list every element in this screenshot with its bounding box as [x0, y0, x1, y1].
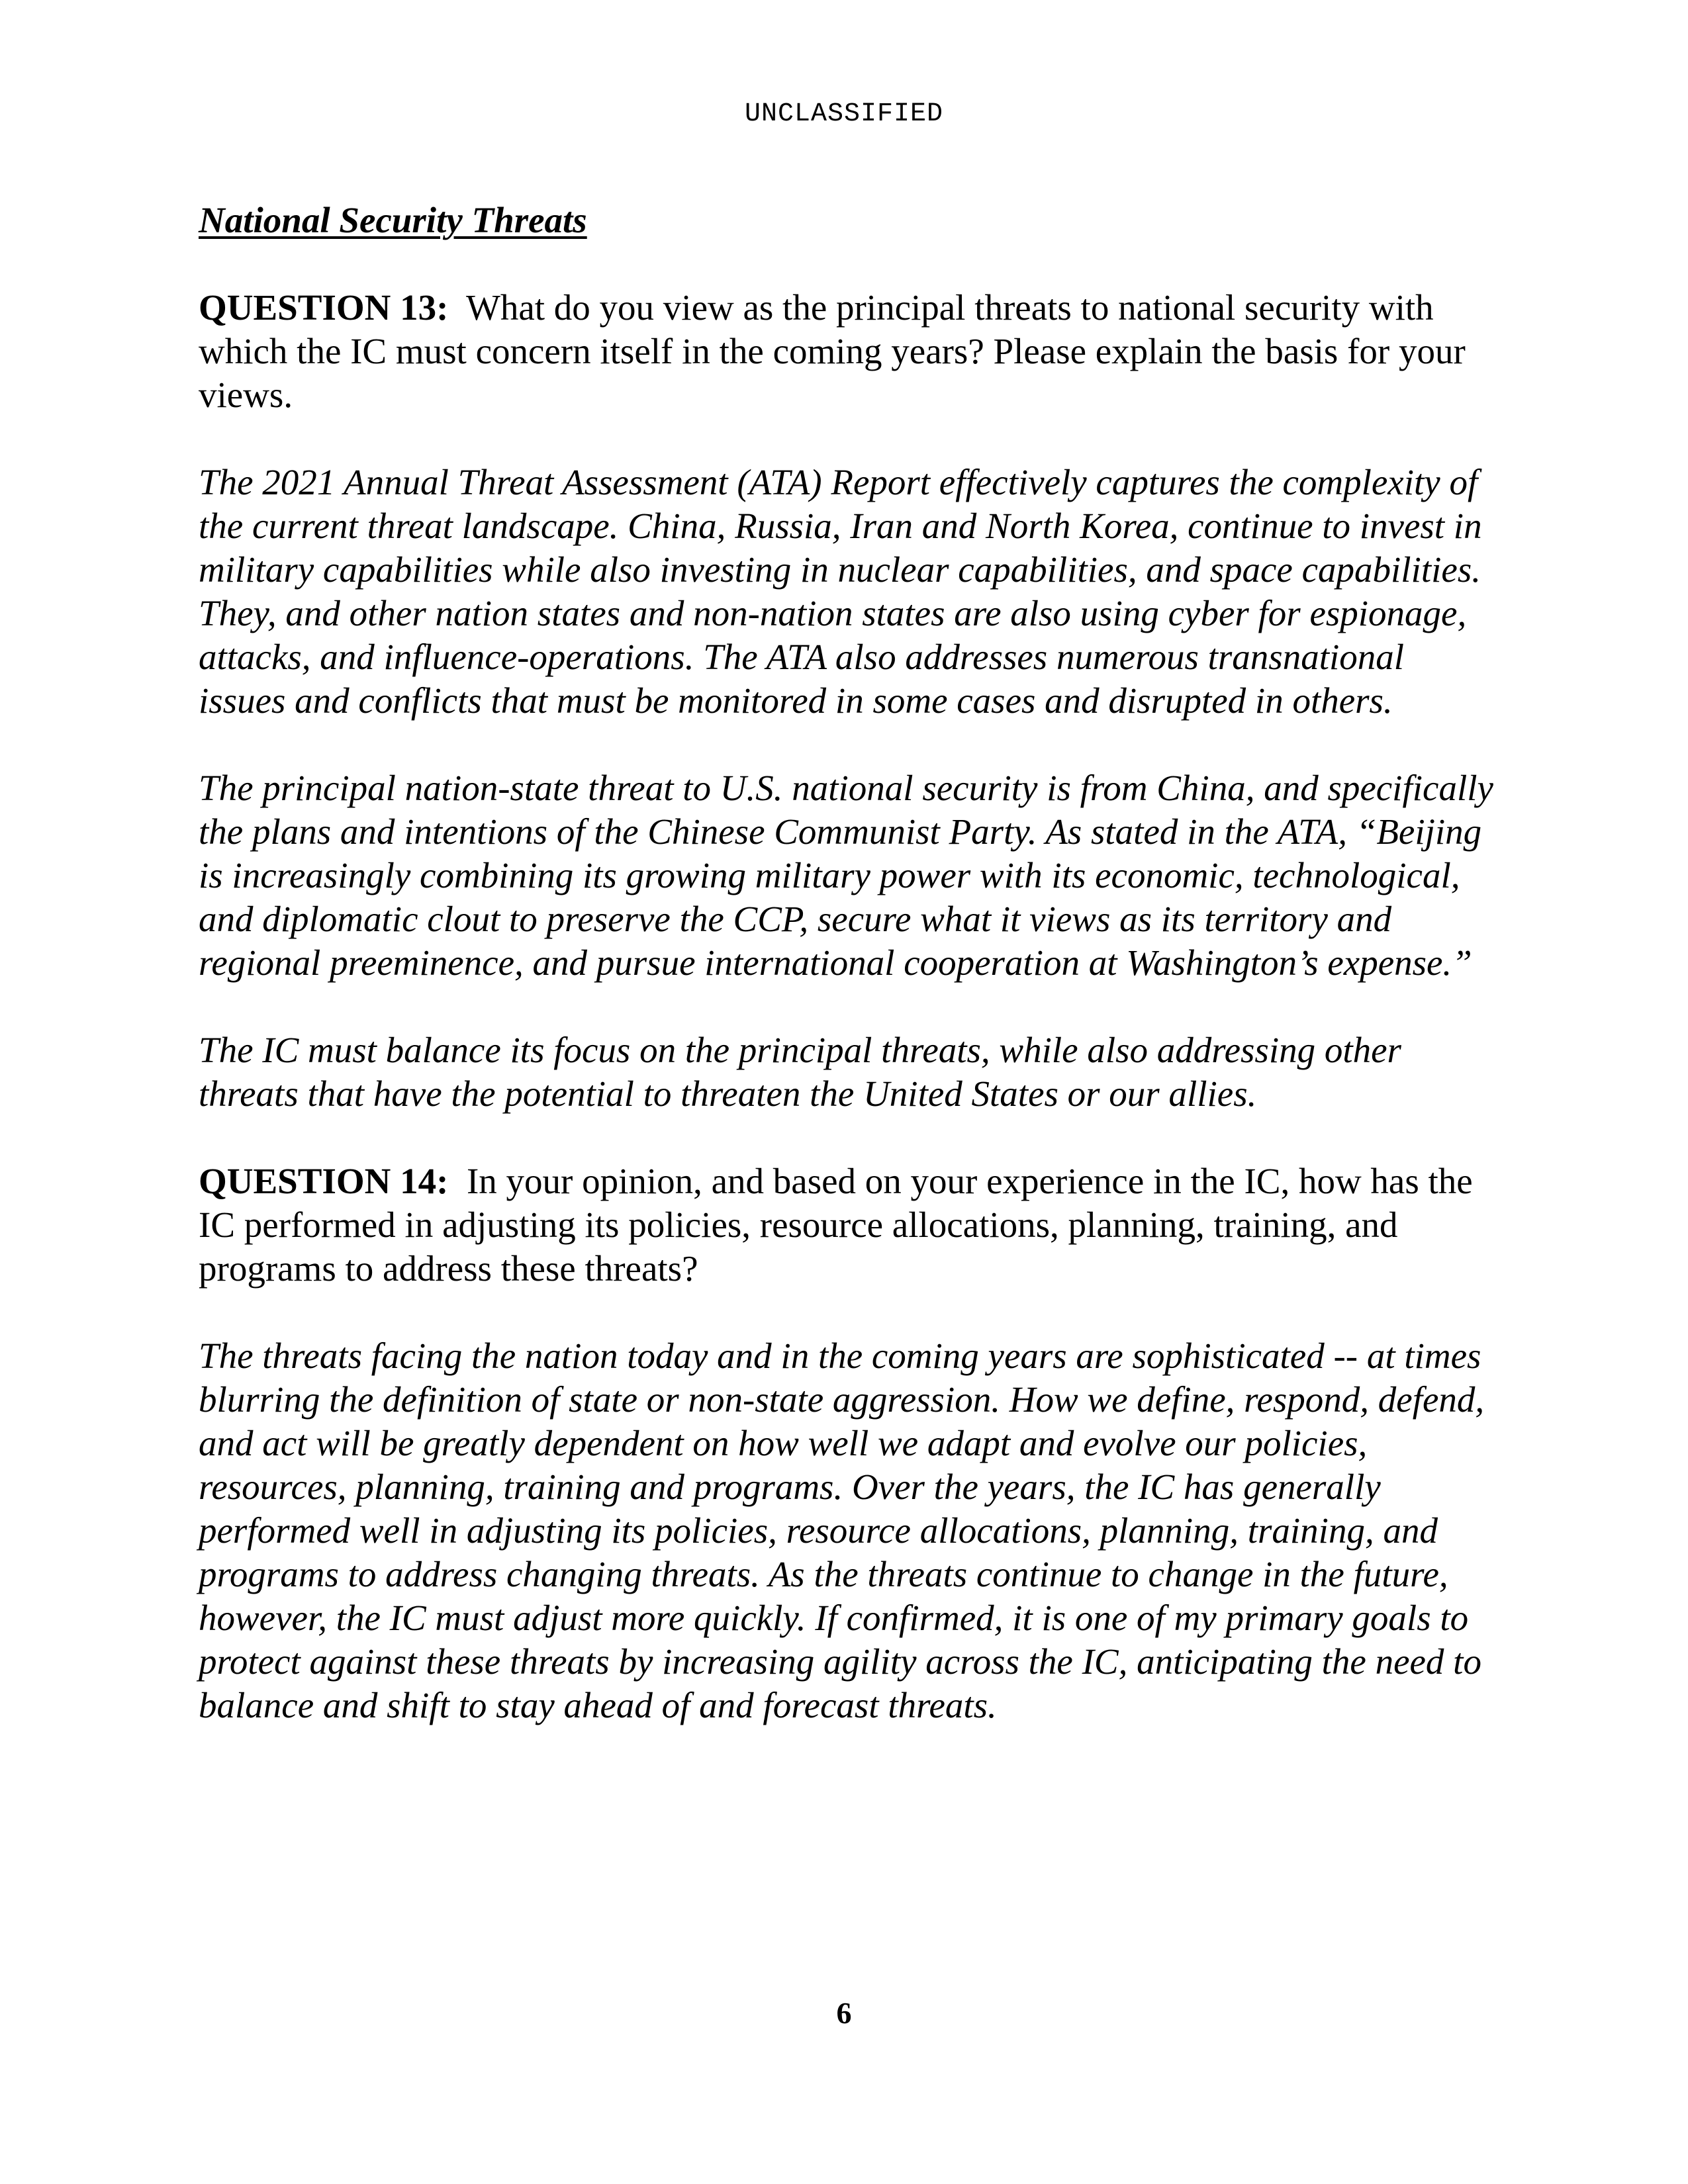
section-title: National Security Threats [199, 200, 587, 240]
answer-paragraph: The threats facing the nation today and in the coming years are sophisticated -- at times blurring the definition of state or non-state aggression. How we define, respond, defend, and act will be greatly dependent on how well we adapt and evolve our policies, resources, planning, training and programs. Over the years, the IC has generally performed well in adjusting its policies, resource allocations, planning, training, and programs to address changing threats. As the threats continue to change in the future, however, the IC must adjust more quickly. If confirmed, it is one of my primary goals to protect against these threats by increasing agility across the IC, anticipating the need to balance and shift to stay ahead of and forecast threats. [199, 1336, 1485, 1725]
question-label: QUESTION 13: [199, 287, 449, 328]
answer-paragraph: The 2021 Annual Threat Assessment (ATA) Report effectively captures the complexity of the current threat landscape. China, Russia, Iran and North Korea, continue to invest in military capabilities while also investing in nuclear capabilities, and space capabilities. They, and other nation states and non-nation states are also using cyber for espionage, attacks, and influence-operations. The ATA also addresses numerous transnational issues and conflicts that must be monitored in some cases and disrupted in others. [199, 462, 1482, 721]
answer-paragraph: The principal nation-state threat to U.S. national security is from China, and specifically the plans and intentions of the Chinese Communist Party. As stated in the ATA, “Beijing is increasingly combining its growing military power with its economic, technological, and diplomatic clout to preserve the CCP, secure what it views as its territory and regional preeminence, and pursue international cooperation at Washington’s expense.” [199, 768, 1493, 983]
page-number: 6 [836, 1996, 852, 2030]
document-body [199, 199, 1496, 1771]
question-14 [199, 1160, 1496, 1291]
classification-header: UNCLASSIFIED [744, 99, 944, 129]
question-label: QUESTION 14: [199, 1161, 449, 1201]
answer-paragraph: The IC must balance its focus on the principal threats, while also addressing other threats that have the potential to threaten the United States or our allies. [199, 1030, 1401, 1114]
question-text: In your opinion, and based on your experience in the IC, how has the IC performed in adjusting its policies, resource allocations, planning, training, and programs to address these threats? [199, 1161, 1473, 1289]
question-13 [199, 286, 1496, 417]
question-text: What do you view as the principal threats to national security with which the IC must concern itself in the coming years? Please explain the basis for your views. [199, 287, 1466, 415]
